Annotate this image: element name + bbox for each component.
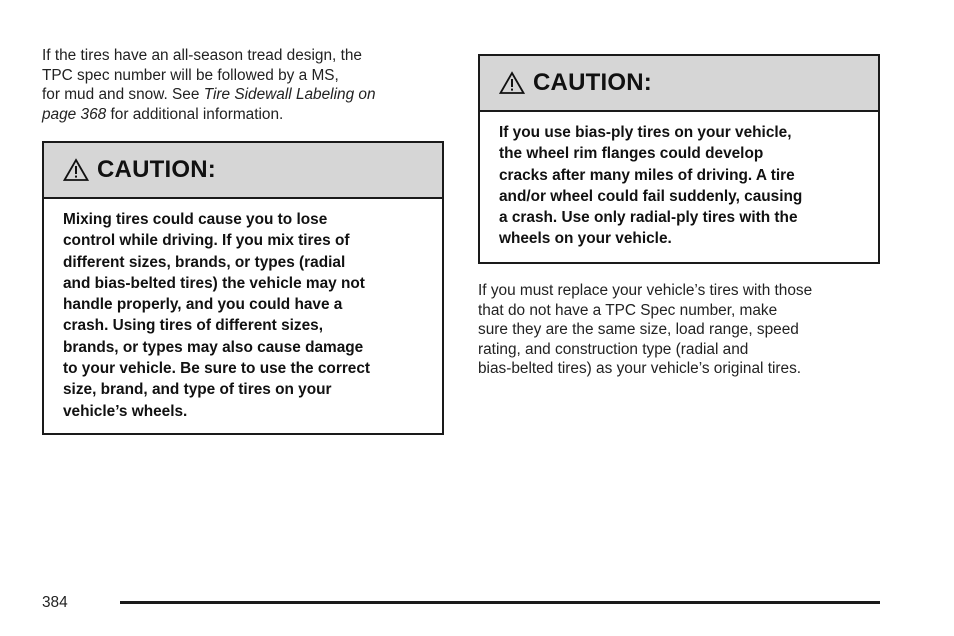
outro-line: bias-belted tires) as your vehicle’s original tires.	[478, 360, 802, 377]
intro-line: TPC spec number will be followed by a MS,	[42, 66, 339, 84]
caution-line: crash. Using tires of different sizes,	[63, 317, 324, 335]
caution-line: a crash. Use only radial-ply tires with the	[499, 209, 798, 227]
outro-line: that do not have a TPC Spec number, make	[478, 301, 778, 319]
cross-reference-page: page 368	[42, 105, 107, 123]
caution-line: size, brand, and type of tires on your	[63, 381, 332, 399]
caution-line: cracks after many miles of driving. A tire	[499, 166, 795, 184]
caution-line: and/or wheel could fail suddenly, causing	[499, 187, 803, 205]
caution-line: to your vehicle. Be sure to use the correct	[63, 360, 371, 378]
caution-title: CAUTION:	[97, 156, 216, 183]
caution-line: If you use bias-ply tires on your vehicle,	[499, 124, 792, 141]
warning-triangle-icon	[63, 158, 89, 182]
caution-line: brands, or types may also cause damage	[63, 338, 364, 356]
caution-line: vehicle’s wheels.	[63, 402, 188, 420]
cross-reference-title: Tire Sidewall Labeling on	[203, 86, 376, 103]
caution-line: control while driving. If you mix tires of	[63, 232, 350, 250]
intro-line: If the tires have an all-season tread design, the	[42, 47, 362, 64]
caution-line: Mixing tires could cause you to lose	[63, 211, 328, 228]
caution-body	[480, 112, 878, 250]
warning-triangle-icon	[499, 71, 525, 95]
caution-header	[44, 143, 442, 199]
caution-line: different sizes, brands, or types (radial	[63, 253, 346, 271]
caution-body	[44, 199, 442, 422]
page-number: 384	[42, 594, 68, 611]
intro-line	[42, 85, 442, 105]
intro-text: for additional information.	[106, 105, 284, 123]
caution-line: wheels on your vehicle.	[499, 230, 672, 248]
outro-line: sure they are the same size, load range, speed	[478, 321, 799, 338]
intro-paragraph	[42, 46, 442, 124]
caution-box-bias-ply	[478, 54, 880, 264]
caution-line: handle properly, and you could have a	[63, 296, 343, 314]
intro-line	[42, 105, 442, 125]
caution-box-mixing-tires	[42, 141, 444, 435]
caution-title: CAUTION:	[533, 69, 652, 96]
caution-line: the wheel rim flanges could develop	[499, 145, 764, 163]
outro-paragraph	[478, 281, 888, 379]
outro-line: rating, and construction type (radial and	[478, 340, 749, 358]
caution-header	[480, 56, 878, 112]
intro-text: for mud and snow. See	[42, 86, 204, 103]
footer-rule	[120, 601, 880, 604]
caution-line: and bias-belted tires) the vehicle may not	[63, 274, 365, 292]
outro-line: If you must replace your vehicle’s tires with those	[478, 282, 813, 299]
